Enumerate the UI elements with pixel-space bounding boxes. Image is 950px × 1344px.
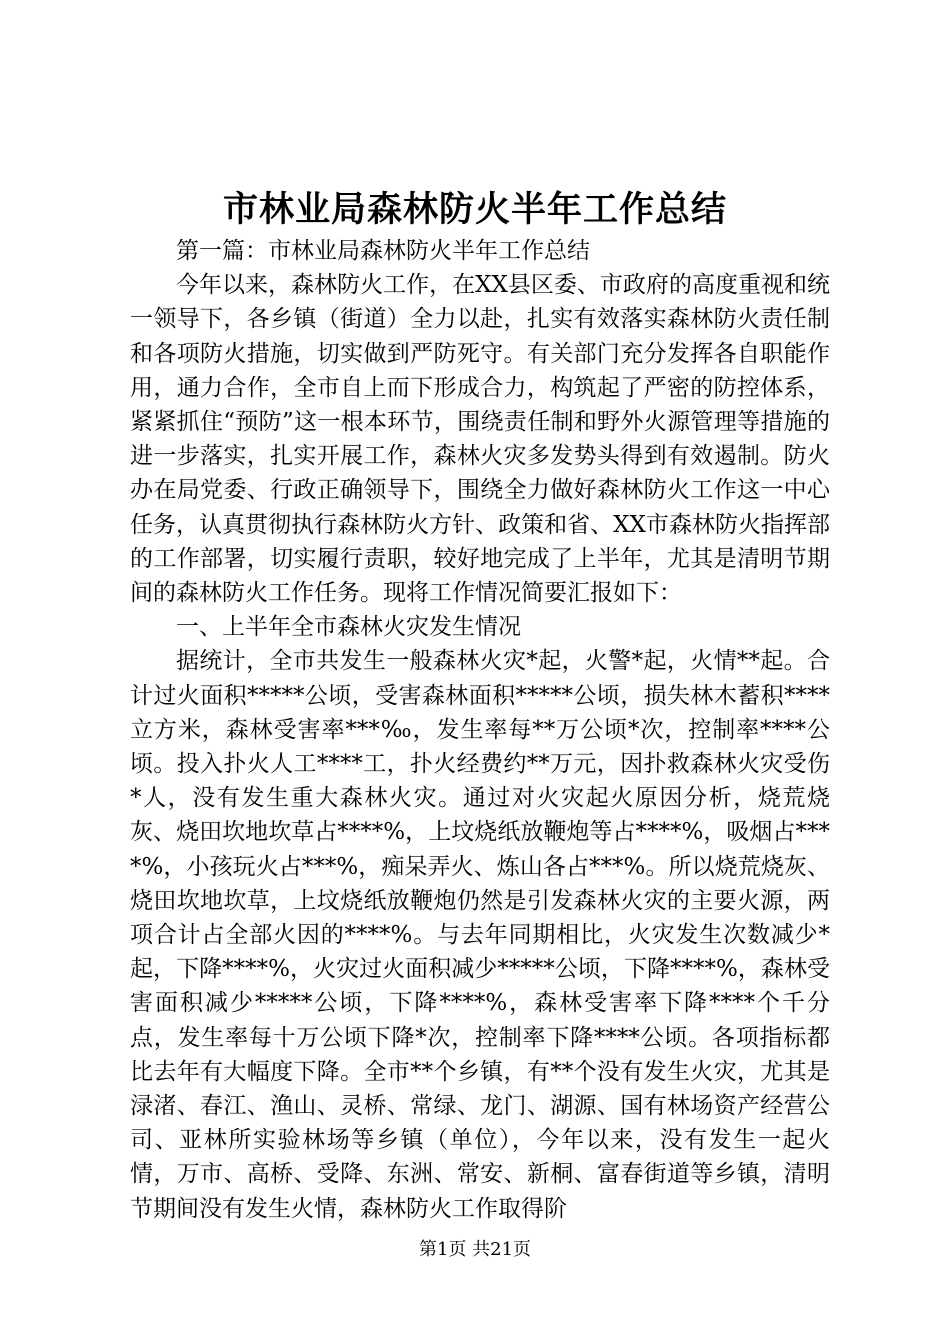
body-paragraph: 今年以来，森林防火工作，在XX县区委、市政府的高度重视和统一领导下，各乡镇（街道）全力以赴，扎实有效落实森林防火责任制和各项防火措施，切实做到严防死守。有关部门充分发挥各自职能作用，通力合作，全市自上而下形成合力，构筑起了严密的防控体系，紧紧抓住“预防”这一根本环节，围绕责任制和野外火源管理等措施的进一步落实，扎实开展工作，森林火灾多发势头得到有效遏制。防火办在局党委、行政正确领导下，围绕全力做好森林防火工作这一中心任务，认真贯彻执行森林防火方针、政策和省、XX市森林防火指挥部的工作部署，切实履行责职，较好地完成了上半年，尤其是清明节期间的森林防火工作任务。现将工作情况简要汇报如下： xyxy=(130,272,830,607)
document-title: 市林业局森林防火半年工作总结 xyxy=(222,189,727,230)
section-heading: 第一篇：市林业局森林防火半年工作总结 xyxy=(176,238,590,264)
page-footer: 第1页 共21页 xyxy=(418,1239,532,1260)
body-paragraph: 据统计，全市共发生一般森林火灾*起，火警*起，火情**起。合计过火面积*****公顷，受害森林面积*****公顷，损失林木蓄积****立方米，森林受害率***‰，发生率每**万公顷*次，控制率****公顷。投入扑火人工****工，扑火经费约**万元，因扑救森林火灾受伤*人，没有发生重大森林火灾。通过对火灾起火原因分析，烧荒烧灰、烧田坎地坎草占****%，上坟烧纸放鞭炮等占****%，吸烟占****%，小孩玩火占***%，痴呆弄火、炼山各占***%。所以烧荒烧灰、烧田坎地坎草，上坟烧纸放鞭炮仍然是引发森林火灾的主要火源，两项合计占全部火因的****%。与去年同期相比，火灾发生次数减少*起，下降****%，火灾过火面积减少*****公顷，下降****%，森林受害面积减少*****公顷，下降****%，森林受害率下降****个千分点，发生率每十万公顷下降*次，控制率下降****公顷。各项指标都比去年有大幅度下降。全市**个乡镇，有**个没有发生火灾，尤其是渌渚、春江、渔山、灵桥、常绿、龙门、湖源、国有林场资产经营公司、亚林所实验林场等乡镇（单位），今年以来，没有发生一起火情，万市、高桥、受降、东洲、常安、新桐、富春街道等乡镇，清明节期间没有发生火情，森林防火工作取得阶 xyxy=(130,648,830,1222)
section-heading: 一、上半年全市森林火灾发生情况 xyxy=(176,614,521,641)
document-body xyxy=(130,234,830,1226)
